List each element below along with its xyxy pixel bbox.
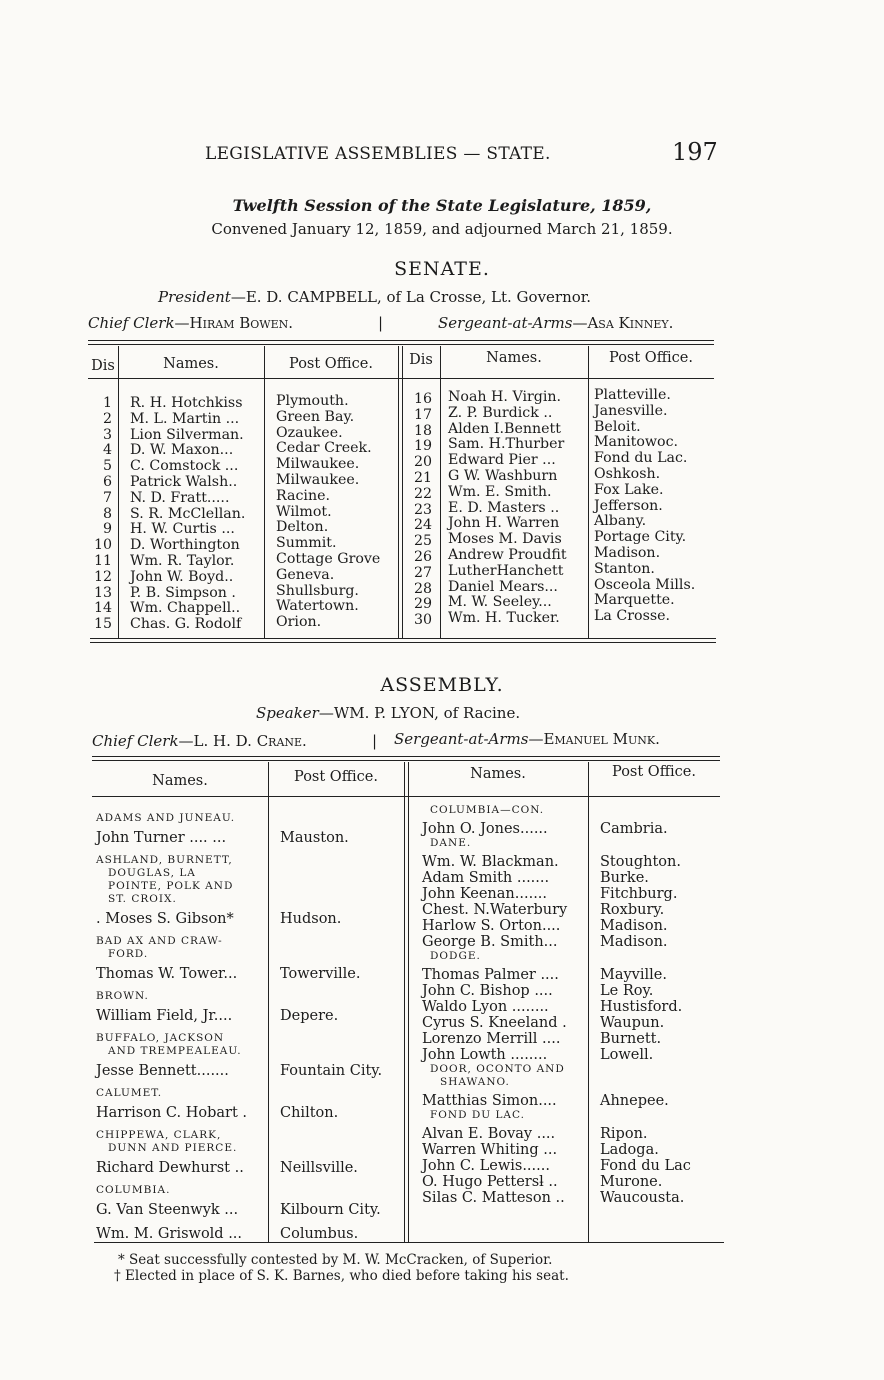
member-post-office: Columbus. <box>280 1226 359 1242</box>
assembly-header-names-right: Names. <box>470 766 526 782</box>
senate-vrule-3 <box>398 346 399 638</box>
senator-name: Edward Pier ... <box>448 452 556 469</box>
post-office: Green Bay. <box>276 408 355 425</box>
district-number: 24 <box>413 517 432 534</box>
member-post-office: Stoughton. <box>600 854 681 870</box>
member-name: Adam Smith ....... <box>422 870 550 886</box>
post-office: Madison. <box>594 544 661 561</box>
member-post-office: Waucousta. <box>600 1190 685 1206</box>
district-number: 4 <box>102 442 112 459</box>
post-office: Fond du Lac. <box>594 450 688 467</box>
member-name: Silas C. Matteson .. <box>422 1190 565 1206</box>
senator-name: Wm. E. Smith. <box>448 483 552 500</box>
post-office: Milwaukee. <box>276 456 360 473</box>
senator-name: Andrew Proudfit <box>448 546 567 563</box>
senate-right-names-column <box>448 390 567 627</box>
member-post-office: Mauston. <box>280 830 349 846</box>
post-office: Shullsburg. <box>276 582 359 599</box>
senate-chief-clerk <box>88 314 293 332</box>
senate-vrule-1 <box>118 346 119 638</box>
member-post-office: Fountain City. <box>280 1063 383 1079</box>
district-number: 26 <box>413 548 432 565</box>
member-name: John O. Jones...... <box>422 821 548 837</box>
senator-name: Wm. R. Taylor. <box>130 552 235 569</box>
post-office: Platteville. <box>594 387 671 403</box>
senate-left-po-column <box>276 394 380 631</box>
senate-header-names-right: Names. <box>486 350 542 366</box>
county-heading: COLUMBIA—CON. <box>430 804 545 816</box>
senate-bottom-rule <box>90 638 716 639</box>
district-number: 30 <box>413 612 432 629</box>
member-post-office: Ahnepee. <box>600 1093 669 1109</box>
member-name: O. Hugo Pettersƚ .. <box>422 1174 558 1190</box>
sergeant-label: Sergeant-at-Arms <box>438 314 573 332</box>
county-heading: SHAWANO. <box>440 1076 510 1088</box>
district-number: 10 <box>93 537 112 554</box>
member-name: Waldo Lyon ........ <box>422 999 549 1015</box>
member-name: John C. Bishop .... <box>422 983 553 999</box>
member-post-office: Neillsville. <box>280 1160 358 1176</box>
post-office: Watertown. <box>276 598 359 615</box>
member-post-office: Murone. <box>600 1174 663 1190</box>
county-heading: ASHLAND, BURNETT, <box>96 854 233 866</box>
senate-top-rule-2 <box>88 344 714 345</box>
senate-vrule-3b <box>402 346 403 638</box>
post-office: Racine. <box>276 487 330 504</box>
district-number: 5 <box>102 458 112 475</box>
assembly-vrule-1 <box>268 762 269 1242</box>
member-post-office: Madison. <box>600 934 668 950</box>
senator-name: Wm. Chappell.. <box>130 600 241 617</box>
member-post-office: Le Roy. <box>600 983 654 999</box>
member-name: Harlow S. Orton.... <box>422 918 561 934</box>
member-name: Thomas Palmer .... <box>422 967 559 983</box>
district-number: 19 <box>413 438 432 455</box>
senator-name: John W. Boyd.. <box>130 568 234 585</box>
assembly-officer-separator: | <box>372 732 378 750</box>
member-name: Lorenzo Merrill .... <box>422 1031 561 1047</box>
assembly-header-names-left: Names. <box>152 773 208 789</box>
county-heading: COLUMBIA. <box>96 1184 171 1196</box>
page-number: 197 <box>672 138 718 166</box>
member-post-office: Mayville. <box>600 967 667 983</box>
member-name: . Moses S. Gibson* <box>96 911 234 927</box>
member-name: Alvan E. Bovay .... <box>422 1126 556 1142</box>
district-number: 16 <box>413 391 432 407</box>
senate-president <box>158 288 591 306</box>
post-office: Wilmot. <box>276 503 332 520</box>
member-post-office: Cambria. <box>600 821 668 837</box>
member-post-office: Hustisford. <box>600 999 683 1015</box>
district-number: 2 <box>102 410 112 427</box>
senate-header-names-left: Names. <box>163 356 219 372</box>
member-name: Cyrus S. Kneeland . <box>422 1015 567 1031</box>
senator-name: M. W. Seeley... <box>448 594 552 611</box>
post-office: Geneva. <box>276 566 335 583</box>
district-number: 11 <box>93 552 112 569</box>
assembly-top-rule-2 <box>92 760 720 761</box>
senator-name: E. D. Masters .. <box>448 499 560 516</box>
member-post-office: Hudson. <box>280 911 342 927</box>
district-number: 9 <box>102 521 112 538</box>
senate-header-po-left: Post Office. <box>289 356 373 372</box>
member-post-office: Burnett. <box>600 1031 662 1047</box>
senator-name: Noah H. Virgin. <box>448 389 562 405</box>
post-office: Cedar Creek. <box>276 440 372 457</box>
post-office: Milwaukee. <box>276 471 360 488</box>
senate-right-dis-column <box>406 392 432 629</box>
district-number: 1 <box>102 395 112 411</box>
county-heading: DOUGLAS, LA <box>108 867 196 879</box>
senate-sergeant <box>438 314 673 332</box>
county-heading: FORD. <box>108 948 149 960</box>
county-heading: ADAMS AND JUNEAU. <box>96 812 236 824</box>
member-post-office: Towerville. <box>280 966 361 982</box>
post-office: La Crosse. <box>594 608 671 625</box>
convened-line: Convened January 12, 1859, and adjourned March 21, 1859. <box>211 220 673 238</box>
district-number: 20 <box>413 454 432 471</box>
county-heading: FOND DU LAC. <box>430 1109 525 1121</box>
member-post-office: Fond du Lac <box>600 1158 691 1174</box>
county-heading: POINTE, POLK AND <box>108 880 234 892</box>
post-office: Delton. <box>276 519 329 536</box>
assembly-bottom-rule <box>94 1242 724 1243</box>
district-number: 12 <box>93 568 112 585</box>
post-office: Oshkosh. <box>594 465 661 482</box>
post-office: Portage City. <box>594 529 687 546</box>
member-post-office: Lowell. <box>600 1047 654 1063</box>
senator-name: C. Comstock ... <box>130 458 239 475</box>
member-name: Thomas W. Tower... <box>96 966 238 982</box>
officer-separator: | <box>378 314 384 332</box>
senate-right-po-column <box>594 388 695 625</box>
member-name: John Turner .... ... <box>96 830 227 846</box>
assembly-clerk-label: Chief Clerk <box>92 732 179 750</box>
post-office: Cottage Grove <box>276 550 381 567</box>
member-name: John Keenan....... <box>422 886 548 902</box>
member-post-office: Kilbourn City. <box>280 1202 381 1218</box>
post-office: Janesville. <box>594 402 668 419</box>
senate-header-dis-left: Dis <box>91 358 115 374</box>
county-heading: DUNN AND PIERCE. <box>108 1142 238 1154</box>
senate-header-dis-right: Dis <box>409 352 433 368</box>
senator-name: Daniel Mears... <box>448 578 558 595</box>
clerk-label: Chief Clerk <box>88 314 175 332</box>
district-number: 14 <box>93 600 112 617</box>
senate-left-dis-column <box>90 396 112 633</box>
senator-name: M. L. Martin ... <box>130 410 240 427</box>
post-office: Plymouth. <box>276 393 349 409</box>
senate-bottom-rule-2 <box>90 642 716 643</box>
member-name: Chest. N.Waterbury <box>422 902 568 918</box>
county-heading: AND TREMPEALEAU. <box>108 1045 242 1057</box>
senate-header-po-right: Post Office. <box>609 350 693 366</box>
post-office: Osceola Mills. <box>594 576 696 593</box>
assembly-chief-clerk <box>92 732 307 750</box>
assembly-speaker <box>256 704 520 722</box>
senate-left-names-column <box>130 396 245 633</box>
post-office: Summit. <box>276 535 337 552</box>
assembly-sergeant-label: Sergeant-at-Arms <box>394 730 529 748</box>
footnote-1: * Seat successfully contested by M. W. McCracken, of Superior. <box>118 1252 553 1268</box>
senate-heading: SENATE. <box>394 258 490 280</box>
county-heading: CALUMET. <box>96 1087 163 1099</box>
senator-name: Wm. H. Tucker. <box>448 610 560 627</box>
district-number: 25 <box>413 533 432 550</box>
district-number: 7 <box>102 489 112 506</box>
senator-name: Lion Silverman. <box>130 426 244 443</box>
senate-vrule-2 <box>264 346 265 638</box>
county-heading: BUFFALO, JACKSON <box>96 1032 225 1044</box>
member-name: William Field, Jr.... <box>96 1008 233 1024</box>
member-name: Wm. W. Blackman. <box>422 854 559 870</box>
member-post-office: Chilton. <box>280 1105 339 1121</box>
speaker-label: Speaker <box>256 704 319 722</box>
clerk-text: —Hiram Bowen. <box>174 314 294 332</box>
district-number: 21 <box>413 469 432 486</box>
member-name: Warren Whiting ... <box>422 1142 558 1158</box>
member-name: Jesse Bennett....... <box>96 1063 229 1079</box>
post-office: Marquette. <box>594 592 675 609</box>
member-post-office: Roxbury. <box>600 902 665 918</box>
district-number: 3 <box>102 426 112 443</box>
senator-name: Chas. G. Rodolf <box>130 616 242 633</box>
district-number: 15 <box>93 616 112 633</box>
post-office: Orion. <box>276 614 322 631</box>
district-number: 17 <box>413 406 432 423</box>
senate-vrule-5 <box>588 346 589 638</box>
assembly-vrule-2b <box>408 762 409 1242</box>
senate-header-rule <box>88 378 714 379</box>
county-heading: BROWN. <box>96 990 149 1002</box>
senate-top-rule <box>88 340 714 341</box>
member-name: John Lowth ........ <box>422 1047 548 1063</box>
senator-name: Sam. H.Thurber <box>448 436 565 453</box>
member-name: Wm. M. Griswold ... <box>96 1226 243 1242</box>
county-heading: BAD AX AND CRAW- <box>96 935 223 947</box>
senator-name: G W. Washburn <box>448 467 558 484</box>
senator-name: Alden I.Bennett <box>448 420 561 437</box>
member-post-office: Depere. <box>280 1008 339 1024</box>
senator-name: N. D. Fratt..... <box>130 489 230 506</box>
senator-name: H. W. Curtis ... <box>130 521 235 538</box>
county-heading: ST. CROIX. <box>108 893 177 905</box>
assembly-vrule-2 <box>404 762 405 1242</box>
post-office: Albany. <box>594 513 647 530</box>
assembly-heading: ASSEMBLY. <box>380 674 504 696</box>
district-number: 27 <box>413 564 432 581</box>
county-heading: CHIPPEWA, CLARK, <box>96 1129 222 1141</box>
president-text: —E. D. CAMPBELL, of La Crosse, Lt. Governor. <box>230 288 592 306</box>
member-post-office: Ladoga. <box>600 1142 659 1158</box>
member-name: Richard Dewhurst .. <box>96 1160 244 1176</box>
district-number: 8 <box>102 505 112 522</box>
speaker-text: —WM. P. LYON, of Racine. <box>318 704 521 722</box>
assembly-header-rule <box>92 796 720 797</box>
assembly-header-po-right: Post Office. <box>612 764 696 780</box>
post-office: Ozaukee. <box>276 424 343 441</box>
president-label: President <box>158 288 231 306</box>
post-office: Jefferson. <box>594 497 663 514</box>
member-post-office: Ripon. <box>600 1126 648 1142</box>
district-number: 29 <box>413 596 432 613</box>
assembly-top-rule <box>92 756 720 757</box>
district-number: 23 <box>413 501 432 518</box>
post-office: Manitowoc. <box>594 434 679 451</box>
member-name: Harrison C. Hobart . <box>96 1105 247 1121</box>
senator-name: LutherHanchett <box>448 562 564 579</box>
senator-name: D. Worthington <box>130 537 240 554</box>
member-post-office: Burke. <box>600 870 649 886</box>
senator-name: S. R. McClellan. <box>130 505 246 522</box>
assembly-clerk-text: —L. H. D. Crane. <box>178 732 307 750</box>
assembly-vrule-3 <box>588 762 589 1242</box>
member-name: George B. Smith... <box>422 934 558 950</box>
footnote-2: † Elected in place of S. K. Barnes, who died before taking his seat. <box>114 1268 569 1284</box>
member-name: Matthias Simon.... <box>422 1093 557 1109</box>
sergeant-text: —Asa Kinney. <box>572 314 674 332</box>
assembly-header-po-left: Post Office. <box>294 769 378 785</box>
district-number: 22 <box>413 485 432 502</box>
session-title: Twelfth Session of the State Legislature, 1859, <box>232 196 652 215</box>
senator-name: Patrick Walsh.. <box>130 473 238 490</box>
senator-name: Z. P. Burdick .. <box>448 404 553 421</box>
county-heading: DOOR, OCONTO AND <box>430 1063 565 1075</box>
district-number: 18 <box>413 422 432 439</box>
senate-vrule-4 <box>440 346 441 638</box>
assembly-sergeant-text: —Emanuel Munk. <box>528 730 660 748</box>
member-post-office: Madison. <box>600 918 668 934</box>
post-office: Fox Lake. <box>594 481 664 498</box>
senator-name: Moses M. Davis <box>448 531 562 548</box>
senator-name: R. H. Hotchkiss <box>130 395 243 411</box>
running-head: LEGISLATIVE ASSEMBLIES — STATE. <box>205 144 551 164</box>
assembly-sergeant <box>394 730 660 748</box>
member-post-office: Fitchburg. <box>600 886 678 902</box>
district-number: 13 <box>93 584 112 601</box>
district-number: 28 <box>413 580 432 597</box>
post-office: Beloit. <box>594 418 641 435</box>
post-office: Stanton. <box>594 560 655 577</box>
member-name: John C. Lewis...... <box>422 1158 550 1174</box>
county-heading: DODGE. <box>430 950 481 962</box>
member-name: G. Van Steenwyk ... <box>96 1202 239 1218</box>
county-heading: DANE. <box>430 837 472 849</box>
member-post-office: Waupun. <box>600 1015 665 1031</box>
senator-name: D. W. Maxon... <box>130 442 234 459</box>
district-number: 6 <box>102 473 112 490</box>
senator-name: John H. Warren <box>448 515 560 532</box>
senator-name: P. B. Simpson . <box>130 584 236 601</box>
